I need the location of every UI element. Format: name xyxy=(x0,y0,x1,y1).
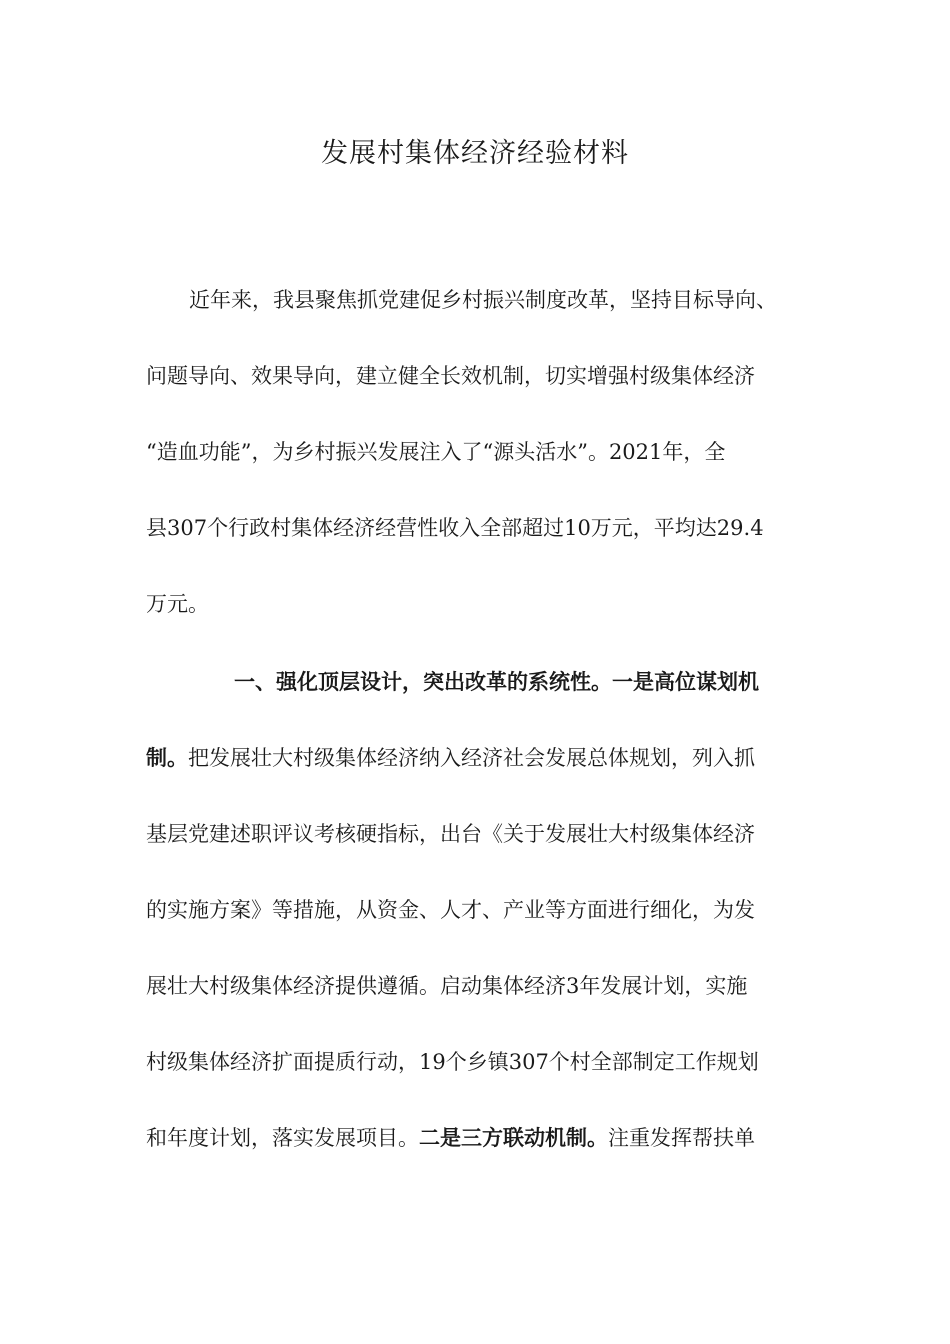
bold-phrase: 制。 xyxy=(146,745,188,770)
line-text: 注重发挥帮扶单 xyxy=(608,1126,755,1150)
section-one-paragraph xyxy=(146,644,798,1176)
paragraph-line: 基层党建述职评议考核硬指标，出台《关于发展壮大村级集体经济 xyxy=(146,822,755,846)
paragraph-line xyxy=(146,644,798,720)
document-title: 发展村集体经济经验材料 xyxy=(321,138,629,169)
paragraph-line: “造血功能”，为乡村振兴发展注入了“源头活水”。2021年，全 xyxy=(146,440,726,464)
intro-paragraph xyxy=(146,262,798,642)
paragraph-line xyxy=(146,720,798,796)
paragraph-line: 展壮大村级集体经济提供遵循。启动集体经济3年发展计划，实施 xyxy=(146,974,748,998)
paragraph-line: 村级集体经济扩面提质行动，19个乡镇307个村全部制定工作规划 xyxy=(146,1050,759,1074)
paragraph-line: 万元。 xyxy=(146,592,209,616)
paragraph-line: 近年来，我县聚焦抓党建促乡村振兴制度改革，坚持目标导向、 xyxy=(189,288,777,312)
paragraph-line: 的实施方案》等措施，从资金、人才、产业等方面进行细化，为发 xyxy=(146,898,755,922)
paragraph-line: 问题导向、效果导向，建立健全长效机制，切实增强村级集体经济 xyxy=(146,364,755,388)
line-text: 和年度计划，落实发展项目。 xyxy=(146,1126,419,1150)
bold-phrase: 二是三方联动机制。 xyxy=(419,1125,608,1150)
section-heading: 一、强化顶层设计，突出改革的系统性。一是高位谋划机 xyxy=(234,669,759,694)
paragraph-line: 县307个行政村集体经济经营性收入全部超过10万元，平均达29.4 xyxy=(146,516,764,540)
line-text: 把发展壮大村级集体经济纳入经济社会发展总体规划，列入抓 xyxy=(188,746,755,770)
paragraph-line xyxy=(146,1100,798,1176)
